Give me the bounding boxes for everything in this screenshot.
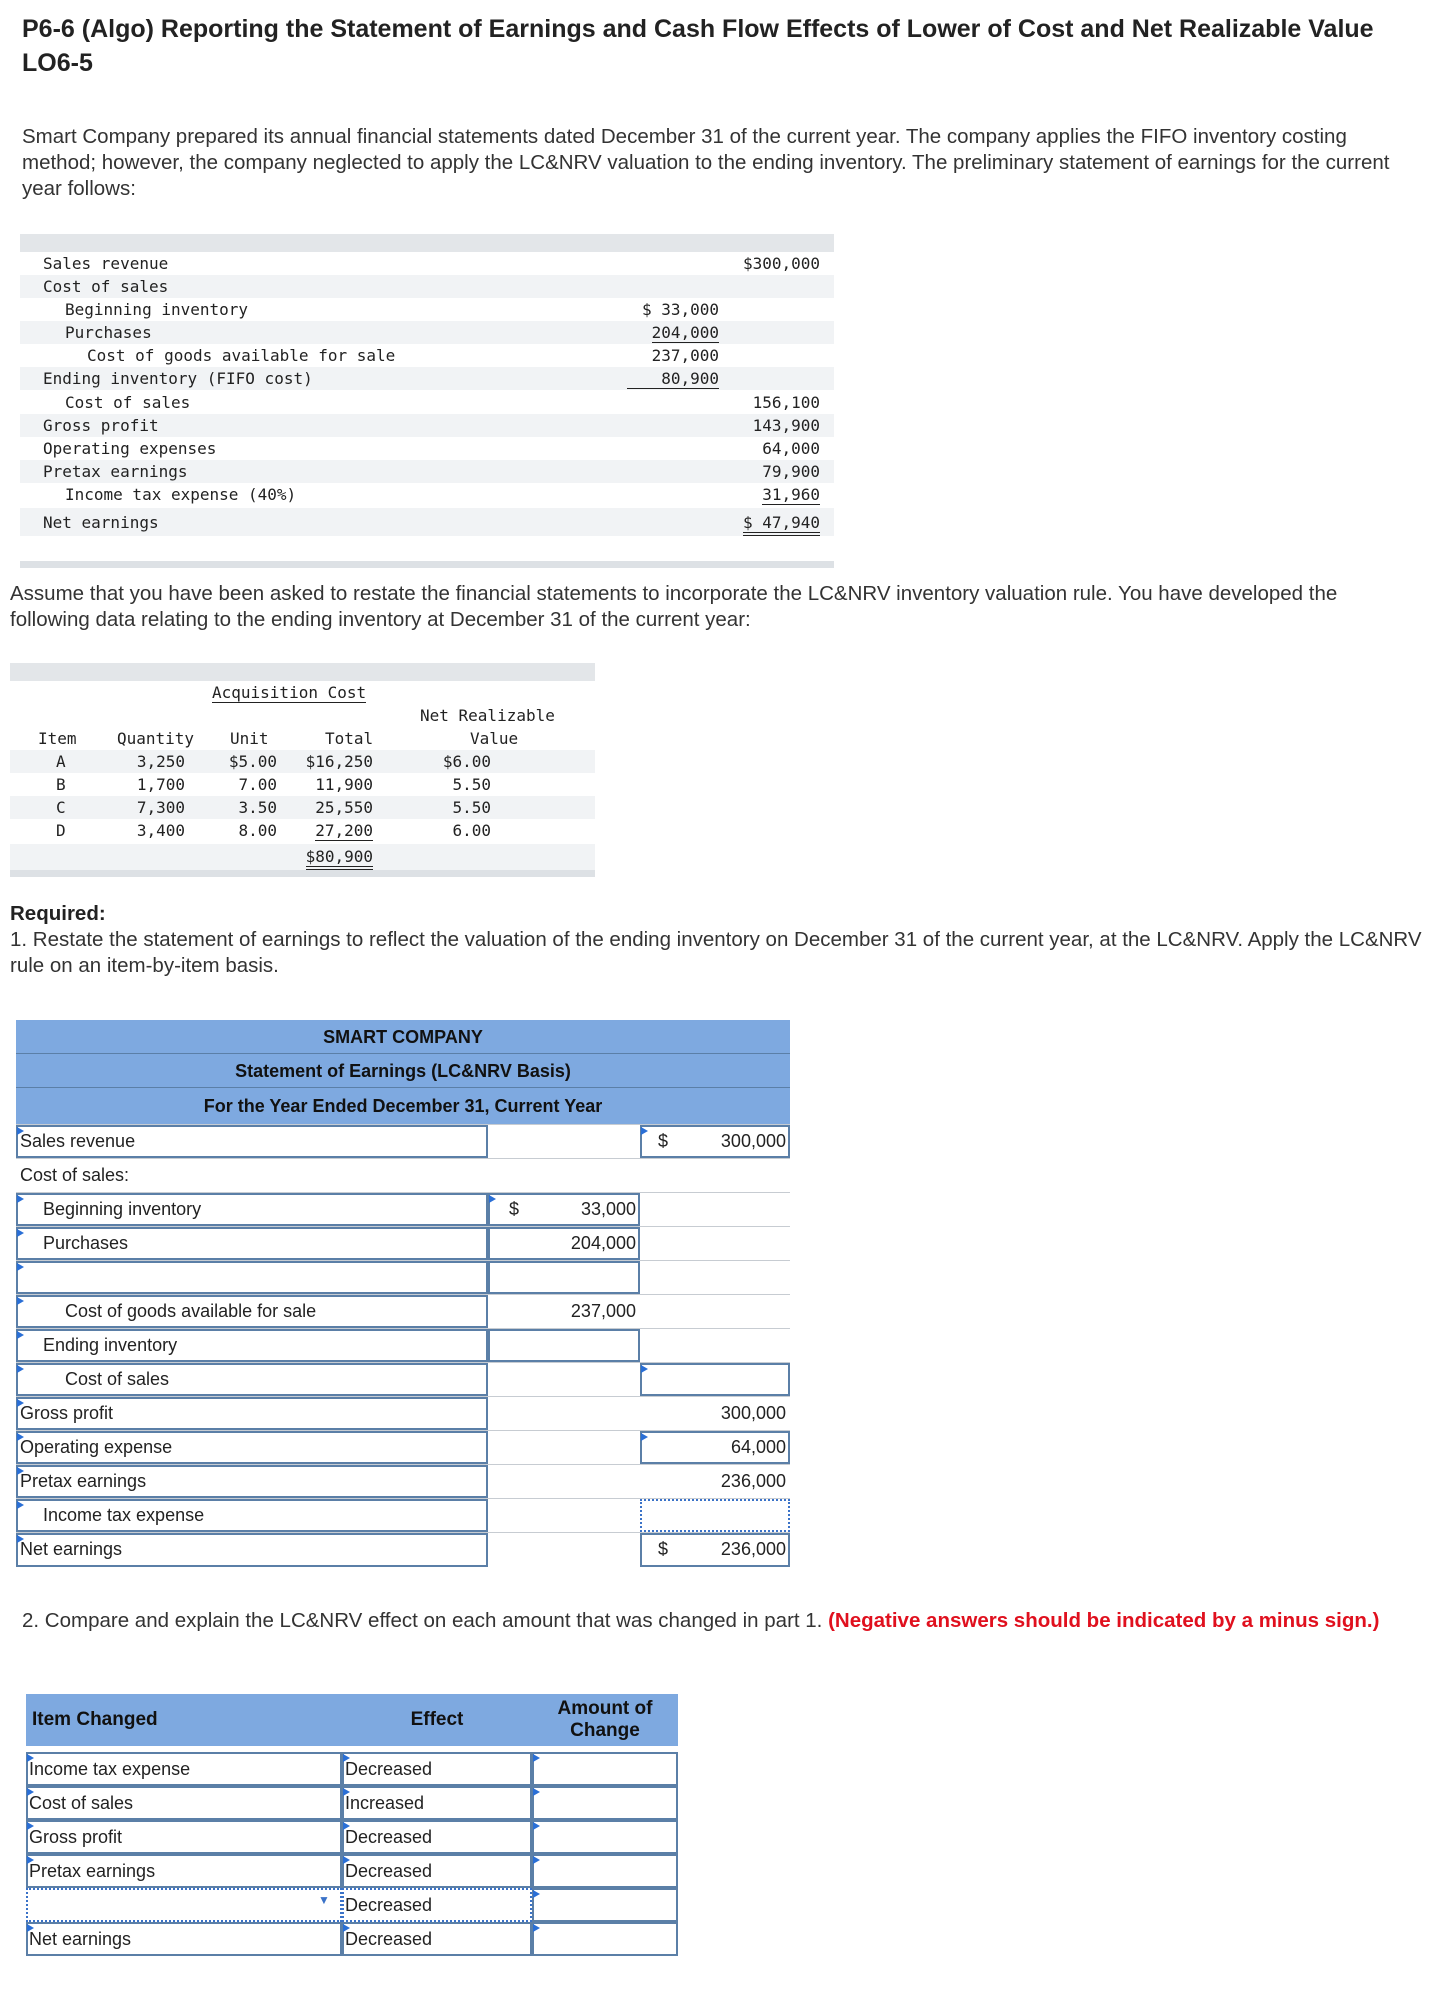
sales-dollar-sign: $ [658, 1131, 669, 1151]
inv-unit: $5.00 [228, 752, 277, 771]
required-label: Required: [10, 902, 106, 925]
ending-inventory-input[interactable] [488, 1329, 640, 1362]
dropdown-flag-icon [17, 1501, 24, 1509]
item-changed-value: Income tax expense [29, 1759, 191, 1779]
answer-statement-title: Statement of Earnings (LC&NRV Basis) [16, 1054, 790, 1088]
ps-opex-label: Operating expenses [43, 439, 217, 458]
inventory-table [10, 663, 595, 877]
ps-cos-label: Cost of sales [65, 393, 191, 412]
income-tax-input[interactable] [640, 1499, 790, 1532]
col-header-amount-of-change: Amount of Change [532, 1694, 678, 1746]
inv-nrv: 5.50 [452, 775, 491, 794]
col-header-item-changed: Item Changed [26, 1694, 342, 1746]
inv-col-item: Item [38, 729, 77, 748]
amount-input[interactable] [532, 1752, 678, 1786]
ps-net-label: Net earnings [43, 513, 159, 532]
part2-note: (Negative answers should be indicated by a minus sign.) [828, 1609, 1380, 1632]
answer-period: For the Year Ended December 31, Current Year [16, 1088, 790, 1124]
inv-total: 27,200 [315, 821, 373, 840]
preliminary-statement [20, 234, 834, 568]
effect-value: Decreased [345, 1827, 433, 1847]
inv-qty: 1,700 [136, 775, 185, 794]
beginning-inventory-label: Beginning inventory [43, 1199, 202, 1219]
item-changed-select-focused[interactable] [26, 1888, 342, 1922]
ps-end-inv-rule [627, 388, 719, 389]
inv-unit: 7.00 [238, 775, 277, 794]
answer-company: SMART COMPANY [16, 1020, 790, 1054]
inv-grand-total: $80,900 [306, 847, 373, 870]
amount-input[interactable] [532, 1922, 678, 1956]
input-flag-icon [489, 1195, 496, 1203]
inv-item: D [56, 821, 66, 840]
beginning-inventory-value: 33,000 [580, 1199, 636, 1219]
dropdown-flag-icon [17, 1195, 24, 1203]
inv-item: B [56, 775, 66, 794]
dropdown-flag-icon [17, 1365, 24, 1373]
input-flag-icon [533, 1890, 540, 1898]
inv-nrv-header-2: Value [470, 729, 519, 748]
effect-value: Decreased [345, 1759, 433, 1779]
ps-tax-value: 31,960 [762, 485, 820, 504]
ps-opex-value: 64,000 [762, 439, 820, 458]
input-flag-icon [533, 1788, 540, 1796]
inv-total: 11,900 [315, 775, 373, 794]
inv-item: A [56, 752, 66, 771]
input-flag-icon [533, 1822, 540, 1830]
intro-paragraph: Smart Company prepared its annual financial statements dated December 31 of the current year. The company applies the FIFO inventory costing method; however, the company neglected to apply the LC&NRV valuation to the ending inventory. The preliminary statement of earnings for the current year follows: [22, 125, 1390, 200]
inv-acq-header: Acquisition Cost [212, 683, 367, 702]
dropdown-flag-icon [17, 1263, 24, 1271]
ps-gross-value: 143,900 [752, 416, 820, 435]
assume-paragraph: Assume that you have been asked to restate the financial statements to incorporate the LC&NRV inventory valuation rule. You have developed the following data relating to the ending inventory at December 31 of the current year: [10, 582, 1338, 631]
pretax-earnings-value: 236,000 [720, 1471, 786, 1491]
inv-total: $16,250 [305, 752, 373, 771]
inv-unit: 3.50 [238, 798, 277, 817]
cogas-value: 237,000 [570, 1301, 636, 1321]
input-flag-icon [533, 1754, 540, 1762]
inv-qty: 7,300 [136, 798, 185, 817]
ps-tax-label: Income tax expense (40%) [65, 485, 297, 504]
inv-nrv: 6.00 [452, 821, 491, 840]
inv-qty: 3,250 [136, 752, 185, 771]
input-flag-icon [641, 1365, 648, 1373]
inv-total: 25,550 [315, 798, 373, 817]
ps-beg-inv-value: $ 33,000 [641, 300, 719, 319]
dropdown-flag-icon [17, 1229, 24, 1237]
ps-cogas-label: Cost of goods available for sale [87, 346, 396, 365]
ps-end-inv-label: Ending inventory (FIFO cost) [43, 369, 313, 388]
amount-input[interactable] [532, 1888, 678, 1922]
inv-nrv-header-1: Net Realizable [420, 706, 555, 725]
cogas-label: Cost of goods available for sale [65, 1301, 317, 1321]
net-dollar-sign: $ [658, 1539, 669, 1559]
item-changed-value: Pretax earnings [29, 1861, 156, 1881]
effect-value: Decreased [345, 1861, 433, 1881]
ps-cos-value: 156,100 [752, 393, 820, 412]
sales-revenue-value: 300,000 [720, 1131, 786, 1151]
part2-text: 2. Compare and explain the LC&NRV effect on each amount that was changed in part 1. [22, 1609, 829, 1632]
operating-expense-label: Operating expense [20, 1437, 173, 1457]
purchases-value: 204,000 [570, 1233, 636, 1253]
inv-col-total: Total [325, 729, 374, 748]
pretax-earnings-label: Pretax earnings [20, 1471, 147, 1491]
sales-revenue-label: Sales revenue [20, 1131, 136, 1151]
ps-cost-of-sales-header: Cost of sales [43, 277, 169, 296]
problem-title: P6-6 (Algo) Reporting the Statement of Earnings and Cash Flow Effects of Lower of Cost and Net Realizable Value LO6-5 [22, 15, 1374, 77]
row-separator [16, 1158, 790, 1159]
net-earnings-value: 236,000 [720, 1539, 786, 1559]
operating-expense-value: 64,000 [730, 1437, 786, 1457]
net-earnings-label: Net earnings [20, 1539, 123, 1559]
inv-qty: 3,400 [136, 821, 185, 840]
blank-item-select[interactable] [16, 1261, 488, 1294]
beginning-dollar-sign: $ [509, 1199, 520, 1219]
item-changed-value: Net earnings [29, 1929, 132, 1949]
answer-statement [16, 1020, 790, 1576]
ps-gross-label: Gross profit [43, 416, 159, 435]
inv-item: C [56, 798, 66, 817]
inv-unit: 8.00 [238, 821, 277, 840]
item-changed-value: Gross profit [29, 1827, 123, 1847]
dropdown-flag-icon [17, 1331, 24, 1339]
ps-pretax-value: 79,900 [762, 462, 820, 481]
part2-instruction [22, 1608, 1422, 1634]
purchases-label: Purchases [43, 1233, 129, 1253]
ps-sales-value: $300,000 [742, 254, 820, 273]
ps-end-inv-value: 80,900 [661, 369, 719, 388]
blank-amount-input[interactable] [488, 1261, 640, 1294]
item-changed-value: Cost of sales [29, 1793, 134, 1813]
inv-nrv: 5.50 [452, 798, 491, 817]
effect-value: Increased [345, 1793, 425, 1813]
cost-of-sales-label: Cost of sales [65, 1369, 170, 1389]
chevron-down-icon[interactable]: ▼ [318, 1893, 330, 1907]
ps-sales-label: Sales revenue [43, 254, 169, 273]
col-header-effect: Effect [342, 1694, 532, 1746]
inv-col-qty: Quantity [117, 729, 195, 748]
amount-input[interactable] [532, 1786, 678, 1820]
effect-value: Decreased [345, 1929, 433, 1949]
gross-profit-label: Gross profit [20, 1403, 114, 1423]
cost-of-sales-heading: Cost of sales: [20, 1165, 130, 1185]
ps-net-value: $ 47,940 [743, 513, 820, 536]
ps-purchases-label: Purchases [65, 323, 152, 342]
dropdown-flag-icon [17, 1297, 24, 1305]
ps-cogas-value: 237,000 [651, 346, 719, 365]
effect-value: Decreased [345, 1895, 433, 1915]
input-flag-icon [641, 1127, 648, 1135]
input-flag-icon [533, 1924, 540, 1932]
ps-pretax-label: Pretax earnings [43, 462, 188, 481]
income-tax-label: Income tax expense [43, 1505, 205, 1525]
amount-input[interactable] [532, 1820, 678, 1854]
amount-input[interactable] [532, 1854, 678, 1888]
gross-profit-value: 300,000 [720, 1403, 786, 1423]
required-text: 1. Restate the statement of earnings to reflect the valuation of the ending inventory on December 31 of the current year, at the LC&NRV. Apply the LC&NRV rule on an item-by-item basis. [10, 928, 1422, 977]
required-section [10, 901, 1430, 979]
ending-inventory-label: Ending inventory [43, 1335, 178, 1355]
input-flag-icon [641, 1433, 648, 1441]
ps-beg-inv-label: Beginning inventory [65, 300, 249, 319]
input-flag-icon [533, 1856, 540, 1864]
inv-col-unit: Unit [230, 729, 269, 748]
cost-of-sales-input[interactable] [640, 1363, 790, 1396]
effects-table [26, 1694, 678, 1960]
ps-purchases-value: 204,000 [651, 323, 719, 342]
inv-nrv: $6.00 [442, 752, 491, 771]
